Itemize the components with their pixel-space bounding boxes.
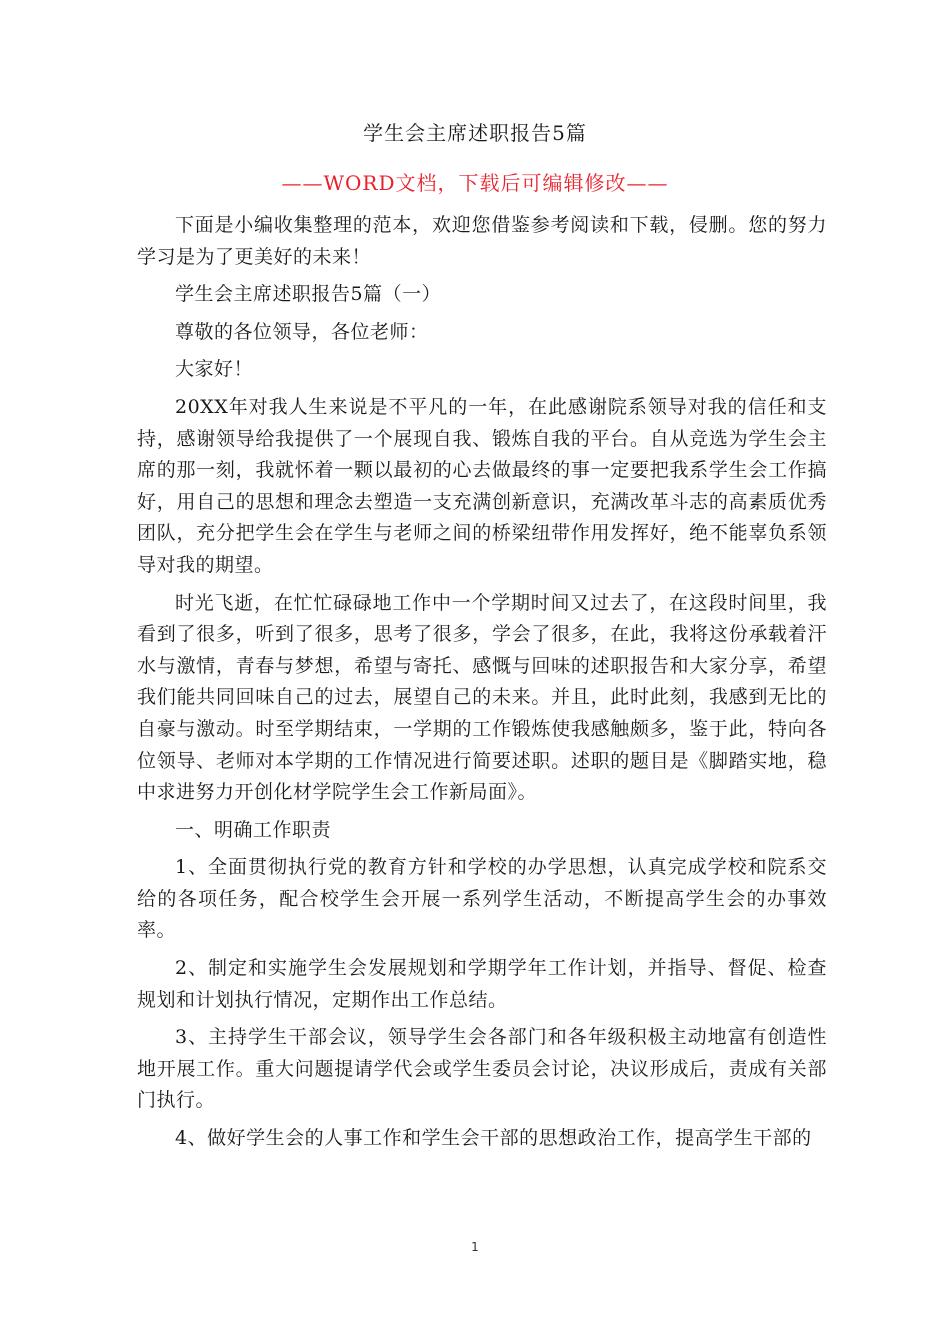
paragraph-body: 20XX年对我人生来说是不平凡的一年，在此感谢院系领导对我的信任和支持，感谢领导给我提供了一个展现自我、锻炼自我的平台。自从竞选为学生会主席的那一刻，我就怀着一颗以最初的心去做最终的事一定要把我系学生会工作搞好，用自己的思想和理念去塑造一支充满创新意识，充满改革斗志的高素质优秀团队，充分把学生会在学生与老师之间的桥梁纽带作用发挥好，绝不能辜负系领导对我的期望。: [137, 395, 827, 576]
paragraph-list-item: 4、做好学生会的人事工作和学生会干部的思想政治工作，提高学生干部的: [175, 1127, 812, 1150]
paragraph-heading: 一、明确工作职责: [175, 818, 332, 841]
paragraph-salutation: 尊敬的各位领导，各位老师：: [175, 320, 429, 343]
paragraph-list-item: 1、全面贯彻执行党的教育方针和学校的办学思想，认真完成学校和院系交给的各项任务，配合校学生会开展一系列学生活动，不断提高学生会的办事效率。: [137, 856, 827, 942]
paragraph-list-item: 2、制定和实施学生会发展规划和学期学年工作计划，并指导、督促、检查规划和计划执行情况，定期作出工作总结。: [137, 957, 827, 1011]
paragraph-section-heading: 学生会主席述职报告5篇（一）: [175, 283, 442, 306]
paragraph-greeting: 大家好！: [175, 358, 254, 381]
paragraph-body: 时光飞逝，在忙忙碌碌地工作中一个学期时间又过去了，在这段时间里，我看到了很多，听到了很多，思考了很多，学会了很多，在此，我将这份承载着汗水与激情，青春与梦想，希望与寄托、感慨与回味的述职报告和大家分享，希望我们能共同回味自己的过去，展望自己的未来。并且，此时此刻，我感到无比的自豪与激动。时至学期结束，一学期的工作锻炼使我感触颇多，鉴于此，特向各位领导、老师对本学期的工作情况进行简要述职。述职的题目是《脚踏实地，稳中求进努力开创化材学院学生会工作新局面》。: [137, 591, 827, 804]
paragraph-intro: 下面是小编收集整理的范本，欢迎您借鉴参考阅读和下载，侵删。您的努力学习是为了更美好的未来！: [137, 214, 827, 268]
document-subtitle: ——WORD文档，下载后可编辑修改——: [281, 171, 669, 195]
document-body: [137, 210, 827, 1161]
paragraph-list-item: 3、主持学生干部会议，领导学生会各部门和各年级积极主动地富有创造性地开展工作。重大问题提请学代会或学生委员会讨论，决议形成后，责成有关部门执行。: [137, 1026, 827, 1112]
document-title: 学生会主席述职报告5篇: [363, 121, 587, 145]
page-number: 1: [471, 1240, 479, 1254]
